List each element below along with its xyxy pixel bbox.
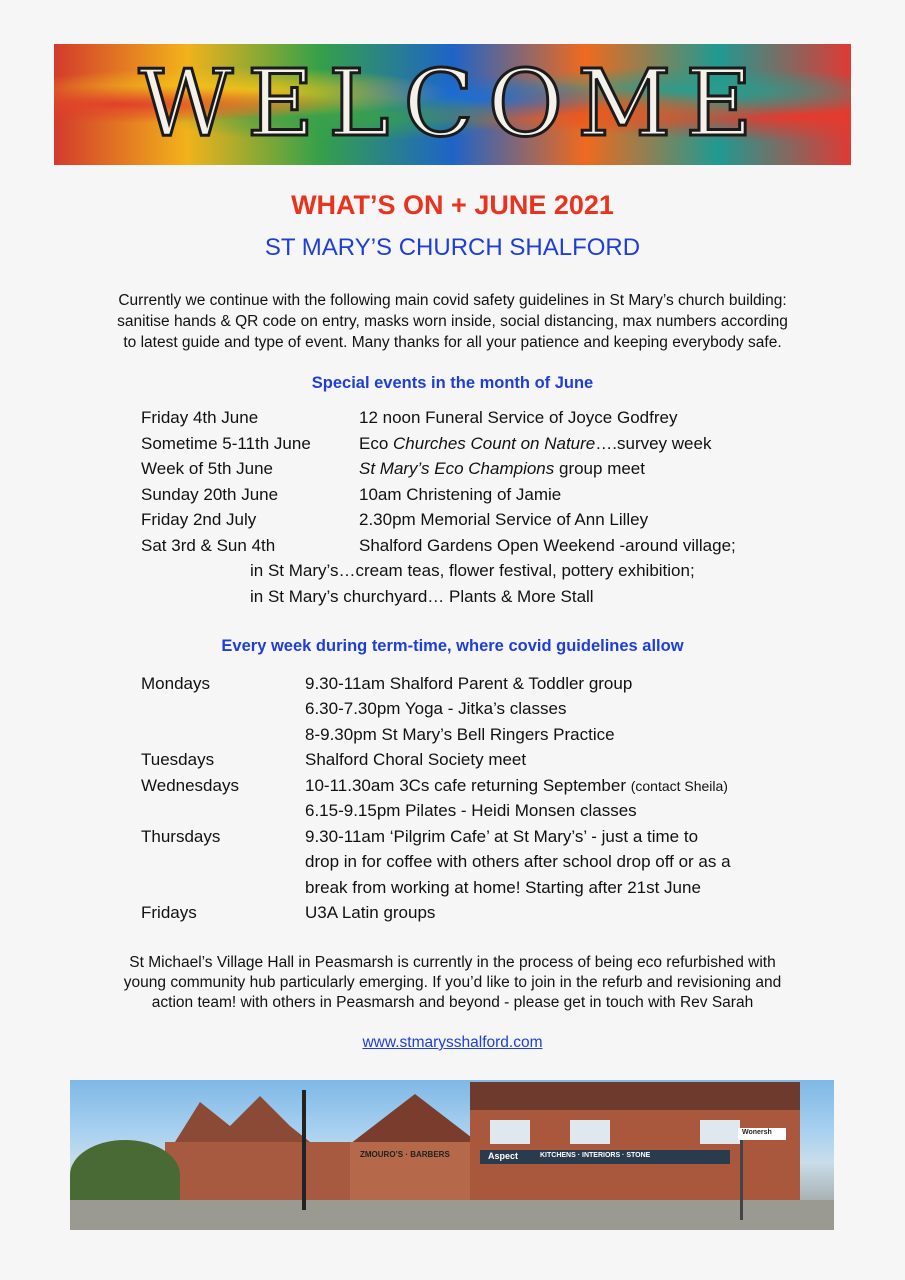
event-desc-part: group meet <box>554 459 645 478</box>
event-date: Week of 5th June <box>141 459 273 478</box>
closing-line: St Michael’s Village Hall in Peasmarsh is currently in the process of being eco refurbished with <box>129 954 776 971</box>
weekly-activity: 6.30-7.30pm Yoga - Jitka’s classes <box>305 699 567 718</box>
weekday: Thursdays <box>141 827 221 846</box>
event-subline: in St Mary’s…cream teas, flower festival, pottery exhibition; <box>250 561 695 580</box>
event-desc-part: ….survey week <box>595 434 712 453</box>
shop-window <box>490 1120 530 1144</box>
event-date: Friday 2nd July <box>141 510 257 529</box>
intro-line: to latest guide and type of event. Many thanks for all your patience and keeping everybody safe. <box>123 334 782 351</box>
weekly-activity: 9.30-11am Shalford Parent & Toddler group <box>305 674 633 693</box>
shop-window <box>570 1120 610 1144</box>
covid-guidelines <box>0 290 905 353</box>
building-roof <box>350 1094 480 1144</box>
event-date: Friday 4th June <box>141 408 259 427</box>
wonersh-sign: Wonersh <box>742 1129 772 1136</box>
pavement <box>70 1200 834 1230</box>
building-roof <box>470 1082 800 1112</box>
aspect-sign: Aspect <box>488 1151 519 1161</box>
event-desc <box>359 431 711 456</box>
weekly-activity: 9.30-11am ‘Pilgrim Cafe’ at St Mary’s’ - just a time to <box>305 827 699 846</box>
weekly-activity: Shalford Choral Society meet <box>305 750 527 769</box>
weekday: Tuesdays <box>141 750 215 769</box>
welcome-banner <box>54 44 851 165</box>
church-name: ST MARY’S CHURCH SHALFORD <box>264 234 641 261</box>
weekday: Mondays <box>141 674 210 693</box>
building-facade <box>165 1142 365 1202</box>
event-desc-part: Eco <box>359 434 394 453</box>
village-hall-notice <box>0 953 905 1013</box>
intro-line: Currently we continue with the following main covid safety guidelines in St Mary’s church building: <box>118 292 787 309</box>
weekly-activity: 6.15-9.15pm Pilates - Heidi Monsen classes <box>305 801 637 820</box>
event-desc <box>359 456 645 481</box>
event-date: Sat 3rd & Sun 4th <box>141 536 276 555</box>
event-desc-italic: Churches Count on Nature <box>393 434 596 453</box>
special-events-heading: Special events in the month of June <box>311 374 594 392</box>
event-date: Sunday 20th June <box>141 485 279 504</box>
event-subline: in St Mary’s churchyard… Plants & More Stall <box>250 587 594 606</box>
shop-window <box>700 1120 740 1144</box>
event-desc: 12 noon Funeral Service of Joyce Godfrey <box>359 408 678 427</box>
weekly-activity: 8-9.30pm St Mary’s Bell Ringers Practice <box>305 725 615 744</box>
activity-text: 10-11.30am 3Cs cafe returning September <box>305 776 631 795</box>
event-desc-italic: St Mary’s Eco Champions <box>359 459 555 478</box>
banner-text: WELCOME <box>138 50 767 157</box>
page-title: WHAT’S ON + JUNE 2021 <box>291 190 614 220</box>
weekly-activity: drop in for coffee with others after school drop off or as a <box>305 852 731 871</box>
lamp-post <box>302 1090 306 1210</box>
weekday: Fridays <box>141 903 197 922</box>
weekly-heading: Every week during term-time, where covid guidelines allow <box>221 637 684 655</box>
website-link[interactable]: www.stmarysshalford.com <box>362 1034 543 1051</box>
activity-contact: (contact Sheila) <box>630 778 728 794</box>
building-roof <box>170 1090 320 1150</box>
event-desc: 10am Christening of Jamie <box>359 485 562 504</box>
closing-line: action team! with others in Peasmarsh and beyond - please get in touch with Rev Sarah <box>151 994 754 1011</box>
event-desc: 2.30pm Memorial Service of Ann Lilley <box>359 510 649 529</box>
intro-line: sanitise hands & QR code on entry, masks worn inside, social distancing, max numbers according <box>117 313 788 330</box>
weekly-activity: U3A Latin groups <box>305 903 436 922</box>
closing-line: young community hub particularly emerging. If you’d like to join in the refurb and revisioning and <box>123 974 782 991</box>
event-desc: Shalford Gardens Open Weekend -around village; <box>359 536 736 555</box>
weekly-activity <box>305 773 728 799</box>
weekday: Wednesdays <box>141 776 239 795</box>
aspect-subsign: KITCHENS · INTERIORS · STONE <box>540 1152 651 1159</box>
weekly-activity: break from working at home! Starting after 21st June <box>305 878 701 897</box>
sign-post <box>740 1140 743 1220</box>
event-date: Sometime 5-11th June <box>141 434 311 453</box>
barbers-sign: ZMOURO’S · BARBERS <box>360 1150 450 1159</box>
village-street-photo <box>70 1080 834 1230</box>
